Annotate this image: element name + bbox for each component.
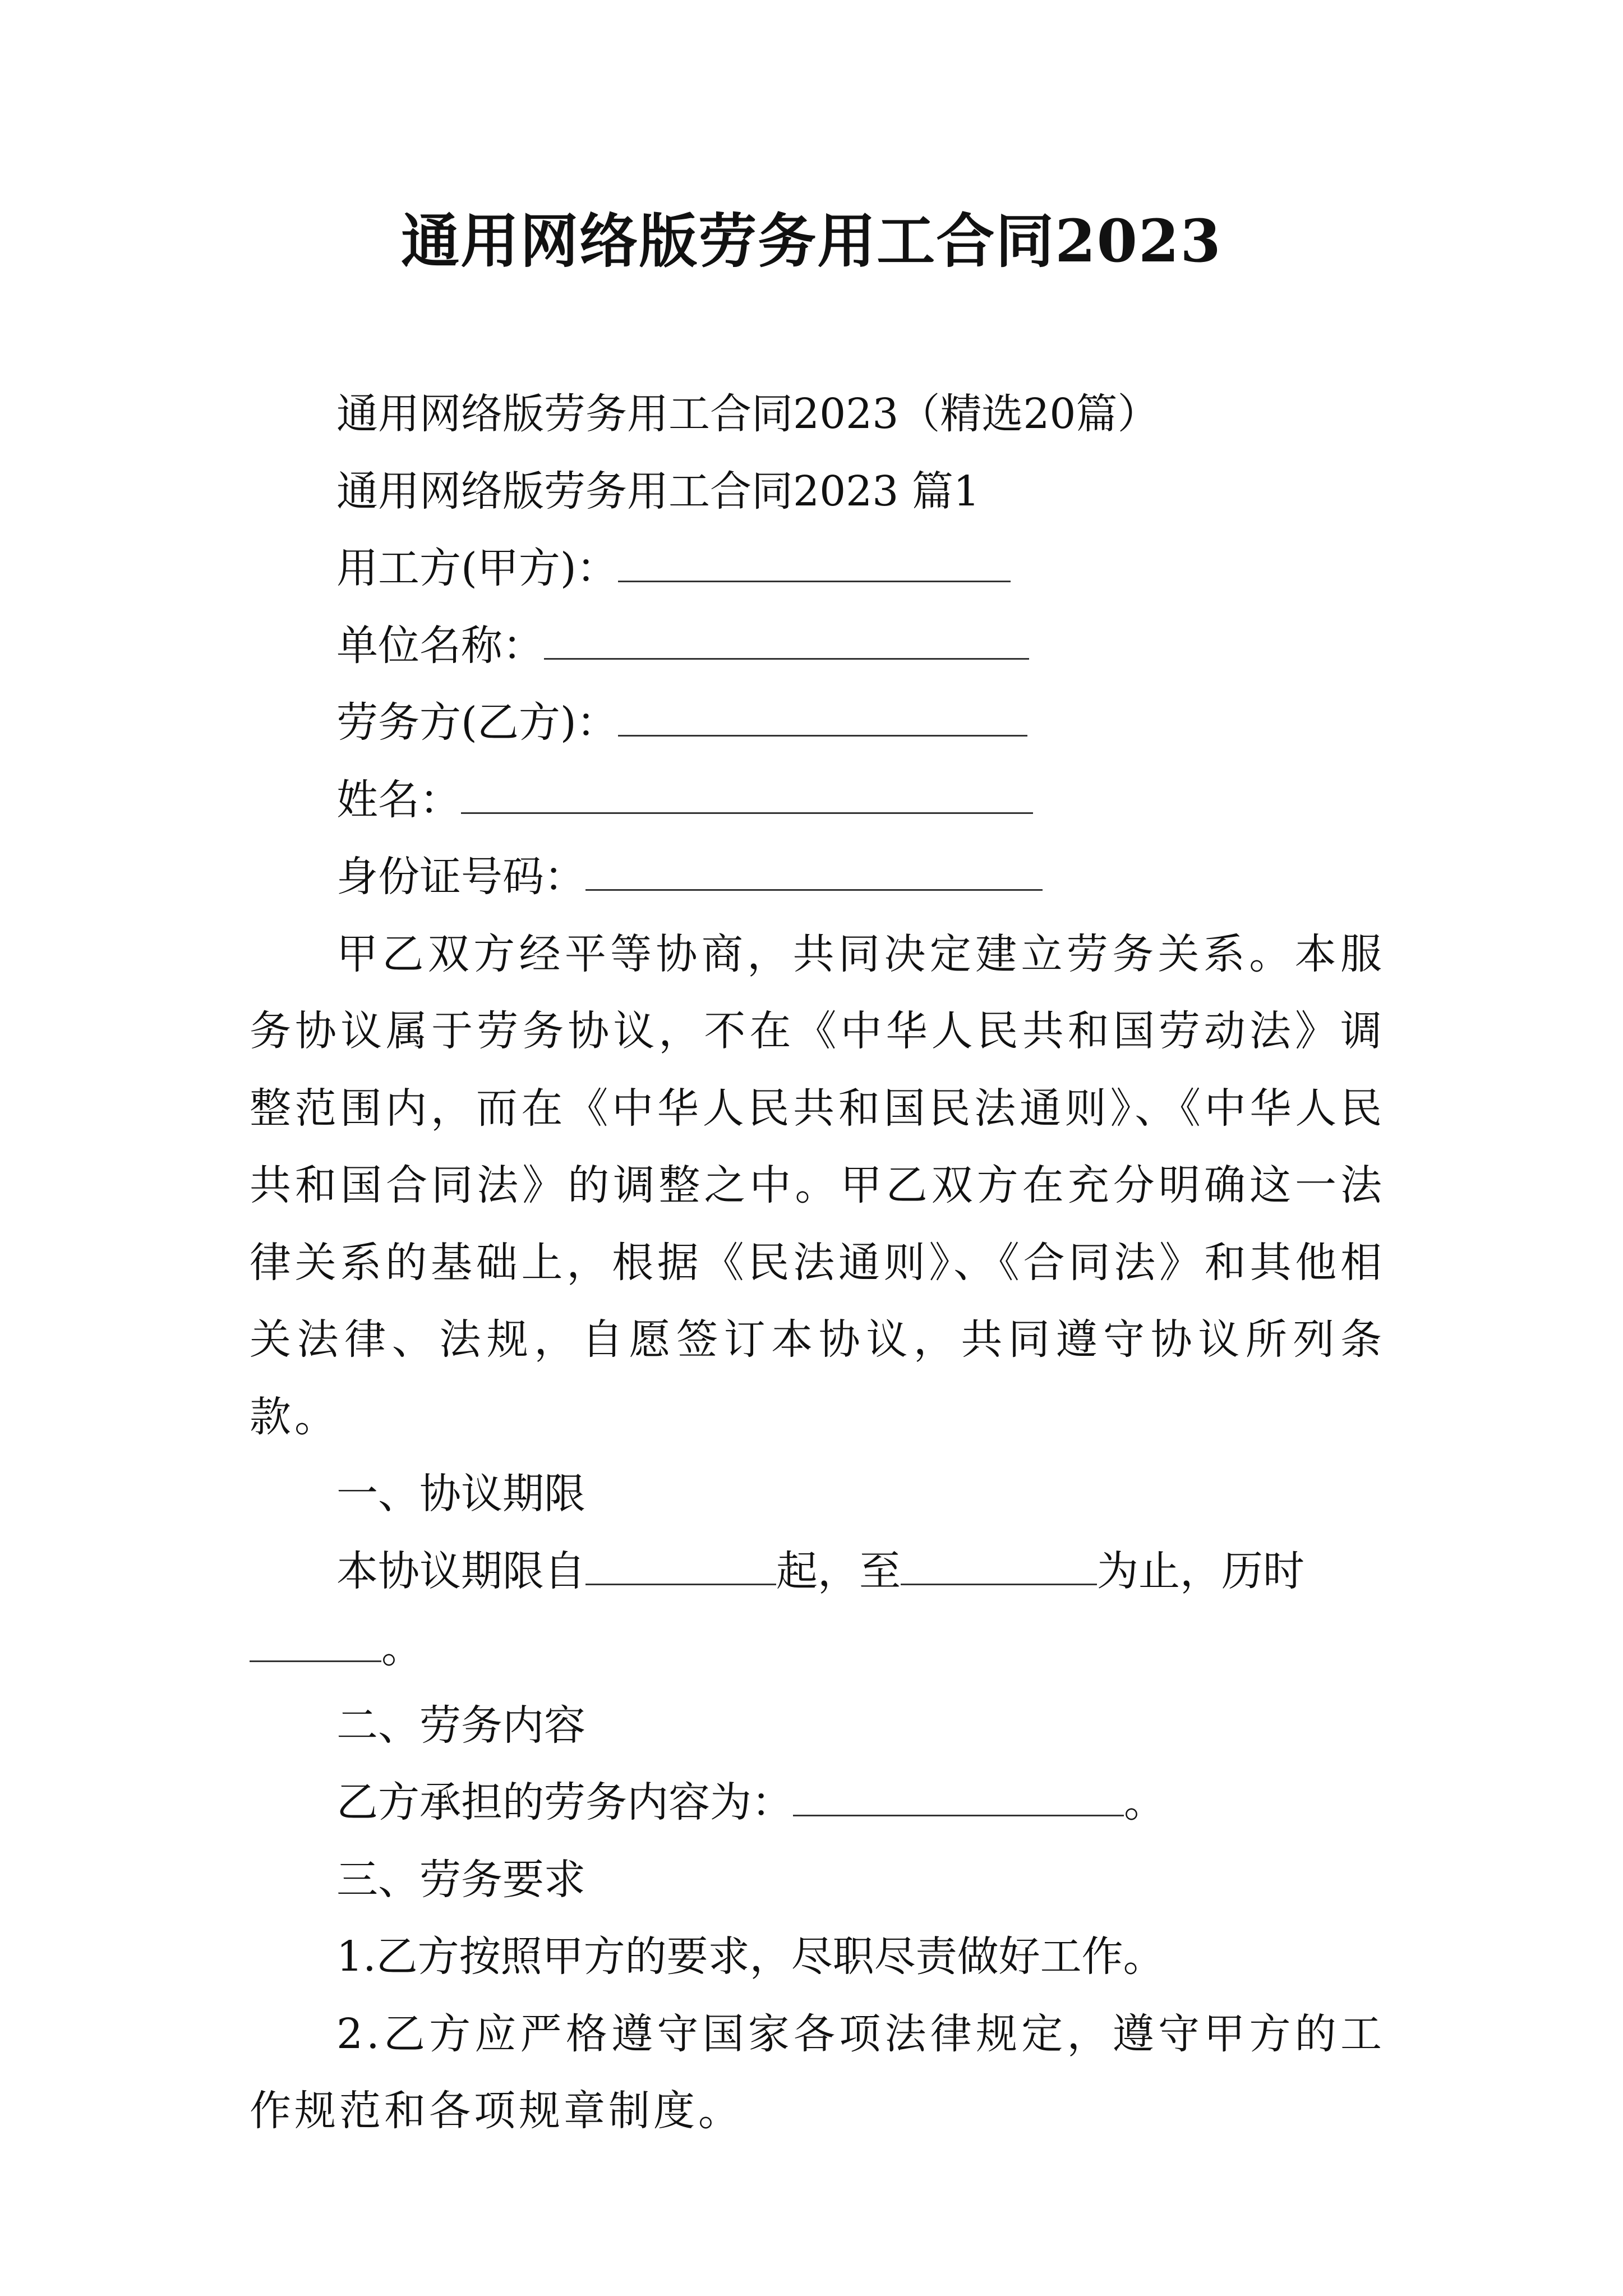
content-text-end: 。 bbox=[1124, 1778, 1165, 1826]
term-text-end: 。 bbox=[381, 1624, 423, 1672]
blank-line bbox=[544, 619, 1029, 660]
chapter-heading: 通用网络版劳务用工合同2023 篇1 bbox=[336, 467, 980, 516]
field-label: 劳务方(乙方)： bbox=[336, 698, 618, 747]
requirement-item-1: 1.乙方按照甲方的要求，尽职尽责做好工作。 bbox=[336, 1932, 1165, 1981]
content-text: 乙方承担的劳务内容为： bbox=[336, 1778, 793, 1826]
field-id-number bbox=[250, 839, 1385, 916]
section-heading-requirements: 三、劳务要求 bbox=[336, 1855, 585, 1904]
field-label: 用工方(甲方)： bbox=[336, 544, 618, 592]
blank-line bbox=[618, 696, 1027, 737]
field-label: 单位名称： bbox=[336, 621, 544, 670]
document-title: 通用网络版劳务用工合同2023 bbox=[401, 206, 1222, 275]
field-worker bbox=[250, 684, 1385, 762]
field-name bbox=[250, 762, 1385, 839]
term-text-start: 本协议期限自 bbox=[336, 1547, 585, 1595]
content-line bbox=[250, 1764, 1385, 1842]
document-body bbox=[250, 376, 1385, 2150]
subtitle: 通用网络版劳务用工合同2023（精选20篇） bbox=[336, 390, 1159, 438]
requirement-item-2: 2.乙方应严格遵守国家各项法律规定，遵守甲方的工作规范和各项规章制度。 bbox=[250, 2009, 1385, 2135]
blank-line bbox=[250, 1621, 381, 1662]
blank-line bbox=[585, 1544, 776, 1585]
term-text-duration: 为止，历时 bbox=[1097, 1547, 1304, 1595]
blank-line bbox=[618, 541, 1011, 582]
blank-line bbox=[585, 850, 1043, 891]
field-label: 身份证号码： bbox=[336, 853, 585, 901]
term-text-to: 起，至 bbox=[776, 1547, 901, 1595]
blank-line bbox=[901, 1544, 1097, 1585]
section-heading-term: 一、协议期限 bbox=[336, 1470, 585, 1518]
field-employer bbox=[250, 530, 1385, 608]
term-line bbox=[250, 1533, 1385, 1611]
intro-paragraph: 甲乙双方经平等协商，共同决定建立劳务关系。本服务协议属于劳务协议，不在《中华人民共和国劳动法》调整范围内，而在《中华人民共和国民法通则》、《中华人民共和国合同法》的调整之中。甲乙双方在充分明确这一法律关系的基础上，根据《民法通则》、《合同法》和其他相关法律、法规，自愿签订本协议，共同遵守协议所列条款。 bbox=[250, 930, 1385, 1441]
section-heading-content: 二、劳务内容 bbox=[336, 1701, 585, 1750]
field-label: 姓名： bbox=[336, 775, 461, 824]
blank-line bbox=[793, 1775, 1124, 1816]
field-company-name bbox=[250, 608, 1385, 685]
term-line-continued bbox=[250, 1610, 1385, 1687]
blank-line bbox=[461, 773, 1033, 814]
